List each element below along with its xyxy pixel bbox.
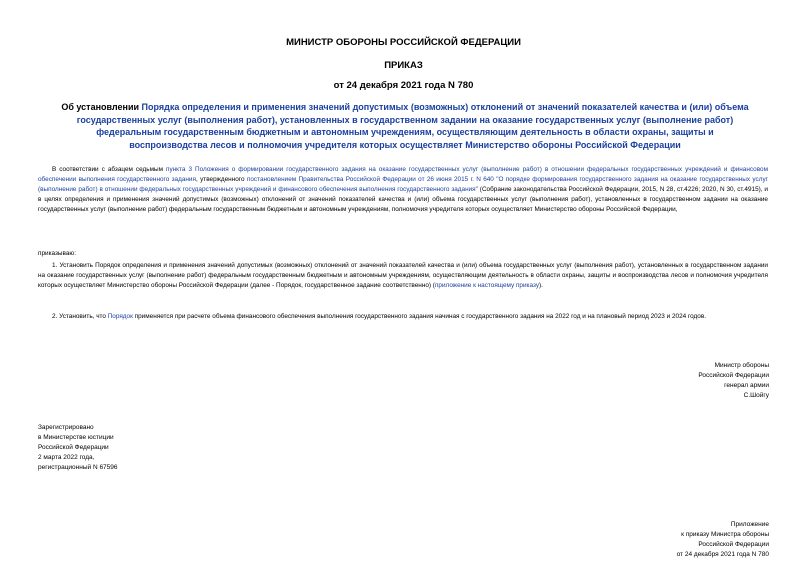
appendix-line: к приказу Министра обороны [681,531,769,538]
appendix-block [569,520,769,560]
registration-line: 2 марта 2022 года, [38,454,95,461]
registration-line: регистрационный N 67596 [38,464,118,471]
procedure-link[interactable]: Порядок [107,313,133,320]
preamble-text-2: , утвержденного [195,176,247,184]
order-word: приказываю: [38,250,76,257]
order-item-1 [38,261,768,291]
signature-line: Российской Федерации [698,372,769,379]
appendix-link[interactable]: приложение к настоящему приказу [434,282,540,290]
government-decree-link[interactable]: постановлением Правительства Российской Федерации от 26 июня 2015 г. N 640 "О порядке формирования государственного задания на оказание государственных услуг (выполнение работ) в отношении федеральных государственных учреждений и финансового обеспечения выполнения государственного задания" [38,176,768,194]
item2-text-2: применяется при расчете объема финансового обеспечения выполнения государственного задания начиная с государственного задания на 2022 год и на плановый период 2023 и 2024 годов. [132,313,707,320]
document-date-number: от 24 декабря 2021 года N 780 [333,80,474,91]
signature-line: С.Шойгу [743,392,769,399]
appendix-line: от 24 декабря 2021 года N 780 [676,551,769,558]
item1-end: ). [539,282,543,290]
item2-text-1: 2. Установить, что [52,313,108,320]
signature-line: генерал армии [724,382,769,389]
appendix-line: Приложение [730,521,769,528]
signature-block [569,361,769,401]
registration-line: в Министерстве юстиции [38,434,114,441]
registration-block [38,423,238,473]
appendix-line: Российской Федерации [698,541,769,548]
document-type: ПРИКАЗ [384,60,423,71]
order-item-2 [38,312,768,322]
registration-line: Российской Федерации [38,444,109,451]
document-subject [60,101,750,151]
preamble-text-1: В соответствии с абзацем седьмым [52,166,166,173]
item1-text: 1. Установить Порядок определения и применения значений допустимых (возможных) отклонений от значений показателей качества и (или) объема государственных услуг (выполнения работ), установленных в государственном задании на оказание государственных услуг (выполнение работ) федеральным государственным бюджетным и автономным учреждениям, осуществляющим деятельность в области охраны, защиты и воспроизводства лесов и полномочия учредителя которых осуществляет Министерство обороны Российской Федерации (далее - Порядок, государственное задание соответственно) ( [38,262,768,290]
subject-prefix: Об установлении [61,102,142,112]
registration-line: Зарегистрировано [38,424,94,431]
preamble-text-3: (Собрание законодательства Российской Федерации, 2015, N 28, ст.4226; 2020, N 30, ст.4915), и в целях определения и применения значений допустимых (возможных) отклонений от значений показателей качества и (или) объема государственных услуг (выполнения работ), установленных в государственном задании на оказание государственных услуг (выполнение работ) федеральным государственным бюджетным и автономным учреждениям, полномочия учредителя которых осуществляет Министерство обороны Российской Федерации, [38,186,768,214]
regulation-clause-link[interactable]: пункта 3 Положения о формировании государственного задания на оказание государственных услуг (выполнение работ) в отношении федеральных государственных учреждений и финансовом обеспечении выполнения государственного задания [38,166,768,184]
issuer-title: МИНИСТР ОБОРОНЫ РОССИЙСКОЙ ФЕДЕРАЦИИ [286,37,521,48]
preamble-paragraph [38,165,768,215]
subject-procedure-link[interactable]: Порядка определения и применения значений допустимых (возможных) отклонений от значений показателей качества и (или) объема государственных услуг (выполнения работ), установленных в государственном задании на оказание государственных услуг (выполнение работ) федеральным государственным бюджетным и автономным учреждениям, осуществляющим деятельность в области охраны, защиты и воспроизводства лесов и полномочия учредителя которых осуществляет Министерство обороны Российской Федерации [76,102,749,150]
signature-line: Министр обороны [714,362,769,369]
